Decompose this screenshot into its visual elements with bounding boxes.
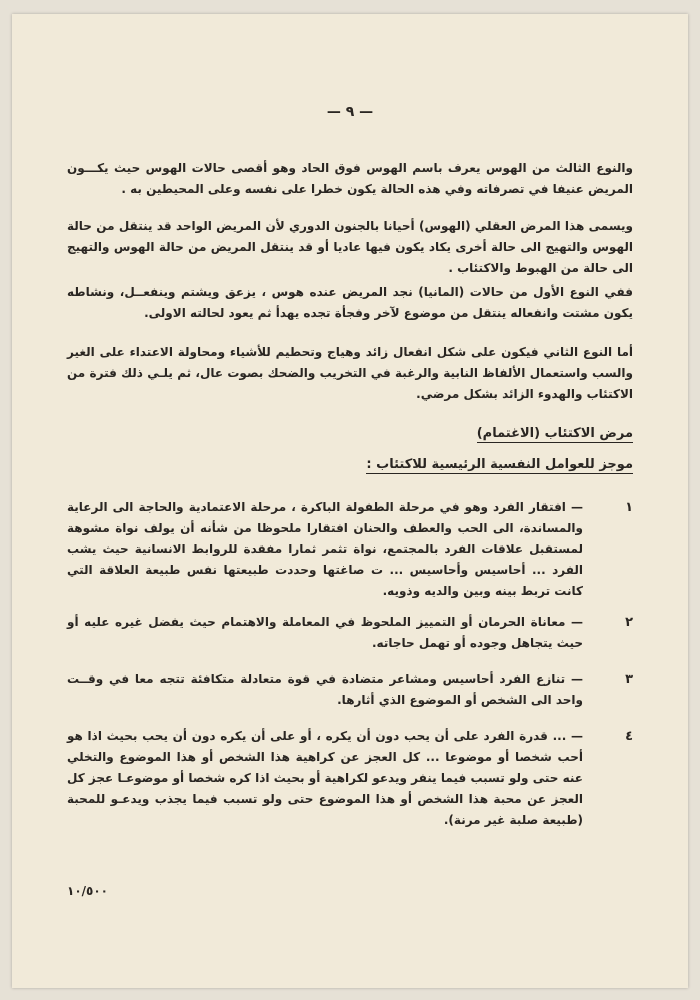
subheading-psychological-factors: موجز للعوامل النفسية الرئيسية للاكتئاب : (366, 457, 633, 472)
list-item-text: — افتقار الفرد وهو في مرحلة الطفولة الباكرة ، مرحلة الاعتمادية والحاجة الى الرعاية والمساندة، الى الحب والعطف والحنان افتقارا ملحوظا من شأنه أن يولف نواة مشوهة لمستقبل علاقات الفرد بالمجتمع، نواة تثمر ثمارا مفقدة للروابط الانسانية حيث يشب الفرد ... أحاسيس وأحاسيس ... ت صاغتها وحددت طبيعتها نفس طبيعة العلاقة التي كانت تربط بينه وبين والديه وذويه. (67, 500, 583, 598)
print-run-footer: ١٠/٥٠٠ (67, 884, 109, 898)
section-heading-depression: مرض الاكتئاب (الاغتمام) (476, 426, 633, 441)
page-content (67, 14, 633, 988)
list-item (67, 497, 633, 602)
list-item (67, 612, 633, 654)
list-item-text: — تنازع الفرد أحاسيس ومشاعر متضادة في قوة متعادلة متكافئة تتجه معا في وقــت واحد الى الشخص أو الموضوع الذي أثارها. (67, 672, 583, 707)
list-item (67, 669, 633, 711)
list-item-number: ٤ (625, 729, 633, 744)
list-item-text: — معاناة الحرمان أو التمييز الملحوظ في المعاملة والاهتمام حيث يفضل غيره عليه أو حيث يتجاهل وجوده أو تهمل حاجاته. (67, 615, 583, 650)
paragraph-hyperacute-mania: والنوع الثالث من الهوس يعرف باسم الهوس فوق الحاد وهو أقصى حالات الهوس حيث يكـــون المريض عنيفا في تصرفاته وفي هذه الحالة يكون خطرا على نفسه وعلى المحيطين به . (67, 161, 633, 196)
paragraph-first-type: ففي النوع الأول من حالات (المانيا) نجد المريض عنده هوس ، يزعق ويشتم وينفعــل، ونشاطه يكون مشتت وانفعاله ينتقل من موضوع لآخر وفجأة تجده يهدأ ثم يعود لحالته الاولى. (67, 285, 633, 320)
list-item (67, 726, 633, 831)
page-number: — ٩ — (326, 104, 374, 120)
list-item-number: ١ (625, 500, 633, 515)
document-page (12, 14, 688, 988)
list-item-number: ٢ (625, 615, 633, 630)
list-item-text: — ... قدرة الفرد على أن يحب دون أن يكره ، أو على أن يكره دون أن يحب بحيث اذا هو أحب شخصا أو موضوعا ... كل العجز عن كراهية هذا الشخص أو هذا الموضوع والتخلي عنه حتى ولو تسبب فيما ينفر ويدعو لكراهية أو بحيث اذا كره شخصا أو موضوعـا عجز كل العجز عن محبة هذا الشخص أو هذا الموضوع حتى ولو تسبب فيما يجذب ويدعـو للمحبة (طبيعة صلبة غير مرنة). (67, 729, 583, 827)
list-item-number: ٣ (625, 672, 633, 687)
paragraph-circular-insanity: ويسمى هذا المرض العقلي (الهوس) أحيانا بالجنون الدوري لأن المريض الواحد قد ينتقل من حالة الهوس والتهيج الى حالة أخرى يكاد يكون فيها عاديا أو قد ينتقل المريض من حالة الهوس والتهيج الى حالة من الهبوط والاكتئاب . (67, 219, 633, 275)
paragraph-second-type: أما النوع الثاني فيكون على شكل انفعال زائد وهياج وتحطيم للأشياء ومحاولة الاعتداء على الغير والسب واستعمال الألفاظ النابية والرغبة في التخريب والضحك بصوت عال، ثم يلـي ذلك فترة من الاكتئاب والهدوء الزائد بشكل مرضي. (67, 345, 633, 401)
